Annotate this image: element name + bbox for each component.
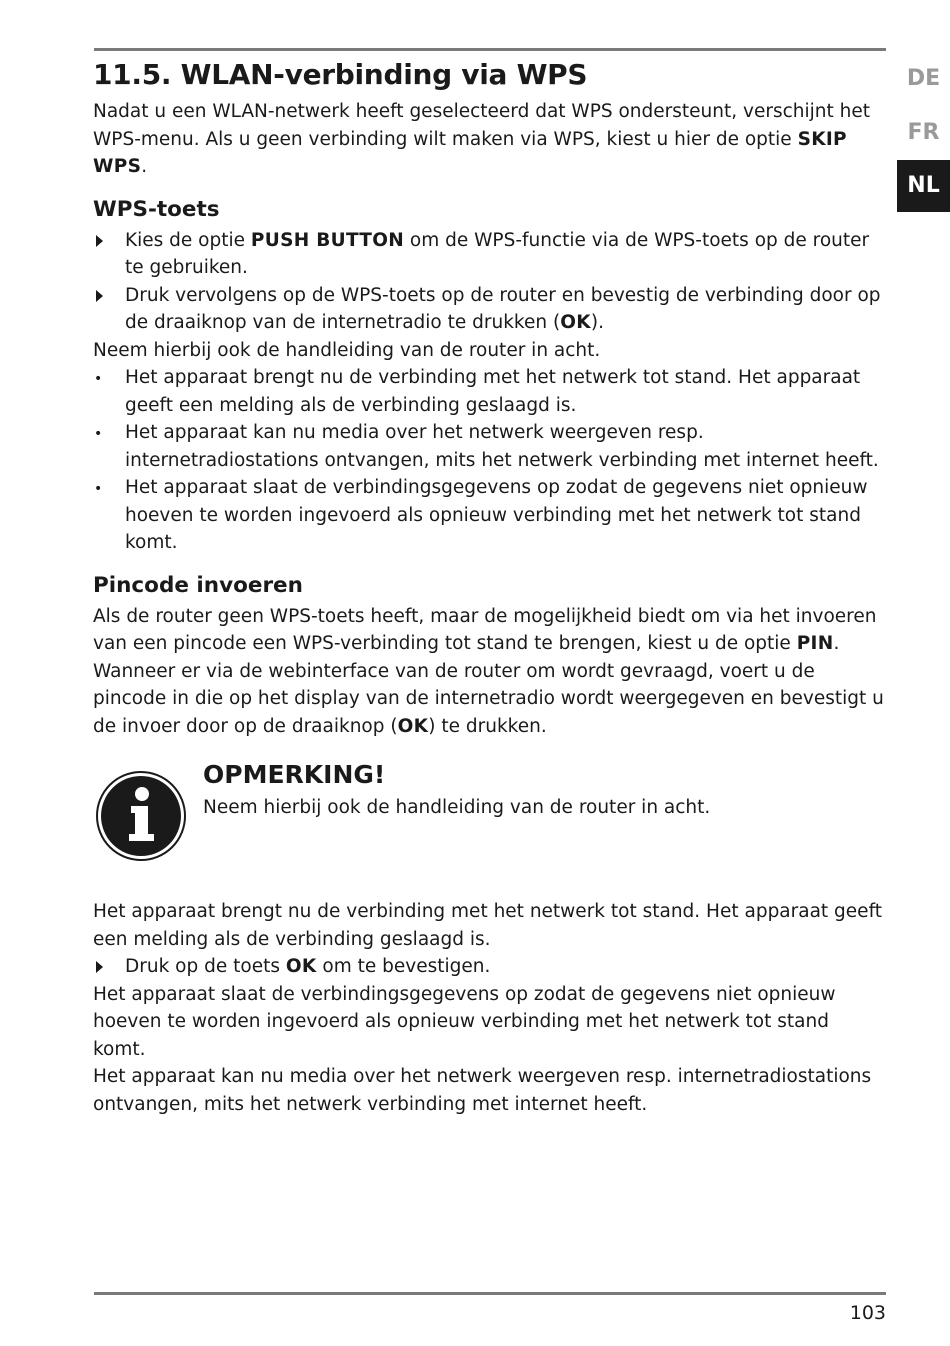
list-item: Kies de optie PUSH BUTTON om de WPS-functie via de WPS-toets op de router te gebruiken.: [93, 227, 885, 282]
list-item: • Het apparaat slaat de verbindingsgegevens op zodat de gegevens niet opnieuw hoeven te worden ingevoerd als opnieuw verbinding met het netwerk tot stand komt.: [94, 477, 868, 553]
bullet-dot-icon: •: [94, 426, 103, 442]
result-bullets: [93, 364, 885, 557]
heading-pin: Pincode invoeren: [93, 572, 303, 598]
ok-key: OK: [285, 956, 317, 977]
bottom-rule: [94, 1292, 886, 1295]
notice-title: OPMERKING!: [203, 760, 386, 789]
notice-box: [93, 758, 885, 874]
page-number: 103: [849, 1302, 886, 1324]
option-push-button: PUSH BUTTON: [250, 229, 405, 251]
language-tab-nl-active[interactable]: NL: [897, 160, 950, 212]
bullet-dot-icon: •: [94, 481, 103, 497]
notice-text: Neem hierbij ook de handleiding van de router in acht.: [203, 797, 711, 818]
confirm-steps-list: [93, 953, 885, 981]
intro-paragraph: Nadat u een WLAN-netwerk heeft geselecteerd dat WPS ondersteunt, verschijnt het WPS-menu. Als u geen verbinding wilt maken via WPS, kiest u hier de optie SKIP WPS.: [93, 101, 870, 177]
language-tab-de[interactable]: DE: [906, 66, 941, 91]
section-title: 11.5. WLAN-verbinding via WPS: [93, 58, 588, 91]
option-pin: PIN: [796, 633, 834, 654]
save-settings-paragraph: Het apparaat slaat de verbindingsgegevens op zodat de gegevens niet opnieuw hoeven te worden ingevoerd als opnieuw verbinding met het netwerk tot stand komt.: [93, 983, 836, 1060]
language-tab-fr[interactable]: FR: [907, 120, 940, 145]
bullet-dot-icon: •: [94, 371, 103, 387]
media-paragraph: Het apparaat kan nu media over het netwerk weergeven resp. internetradiostations ontvangen, mits het netwerk verbinding met internet heeft.: [93, 1066, 872, 1115]
ok-key: OK: [560, 312, 591, 333]
list-item: Druk vervolgens op de WPS-toets op de router en bevestig de verbinding door op de draaiknop van de internetradio te drukken (OK).: [93, 282, 885, 337]
list-item: • Het apparaat kan nu media over het netwerk weergeven resp. internetradiostations ontvangen, mits het netwerk verbinding met internet heeft.: [94, 422, 879, 471]
arrow-bullet-icon: [96, 961, 103, 973]
list-item: • Het apparaat brengt nu de verbinding met het netwerk tot stand. Het apparaat geeft een melding als de verbinding geslaagd is.: [94, 367, 861, 416]
arrow-bullet-icon: [96, 290, 103, 302]
router-manual-note: Neem hierbij ook de handleiding van de router in acht.: [93, 339, 601, 361]
pin-paragraph-2: Wanneer er via de webinterface van de router om wordt gevraagd, voert u de pincode in die op het display van de internetradio wordt weergegeven en bevestigt u de invoer door op de draaiknop (OK) te drukken.: [93, 660, 884, 737]
wps-steps-list: [93, 227, 885, 337]
arrow-bullet-icon: [96, 235, 103, 247]
list-item: Druk op de toets OK om te bevestigen.: [93, 953, 885, 981]
ok-key: OK: [397, 715, 429, 737]
top-rule: [94, 48, 886, 51]
connection-paragraph: Het apparaat brengt nu de verbinding met het netwerk tot stand. Het apparaat geeft een melding als de verbinding geslaagd is.: [93, 901, 883, 950]
page-content: [93, 56, 885, 1118]
option-skip-wps: SKIP WPS: [93, 128, 847, 177]
pin-paragraph-1: Als de router geen WPS-toets heeft, maar de mogelijkheid biedt om via het invoeren van een pincode een WPS-verbinding tot stand te brengen, kiest u de optie PIN.: [93, 605, 877, 654]
after-notice: [93, 898, 885, 1118]
info-icon: [95, 770, 187, 862]
heading-wps-button: WPS-toets: [93, 196, 220, 222]
